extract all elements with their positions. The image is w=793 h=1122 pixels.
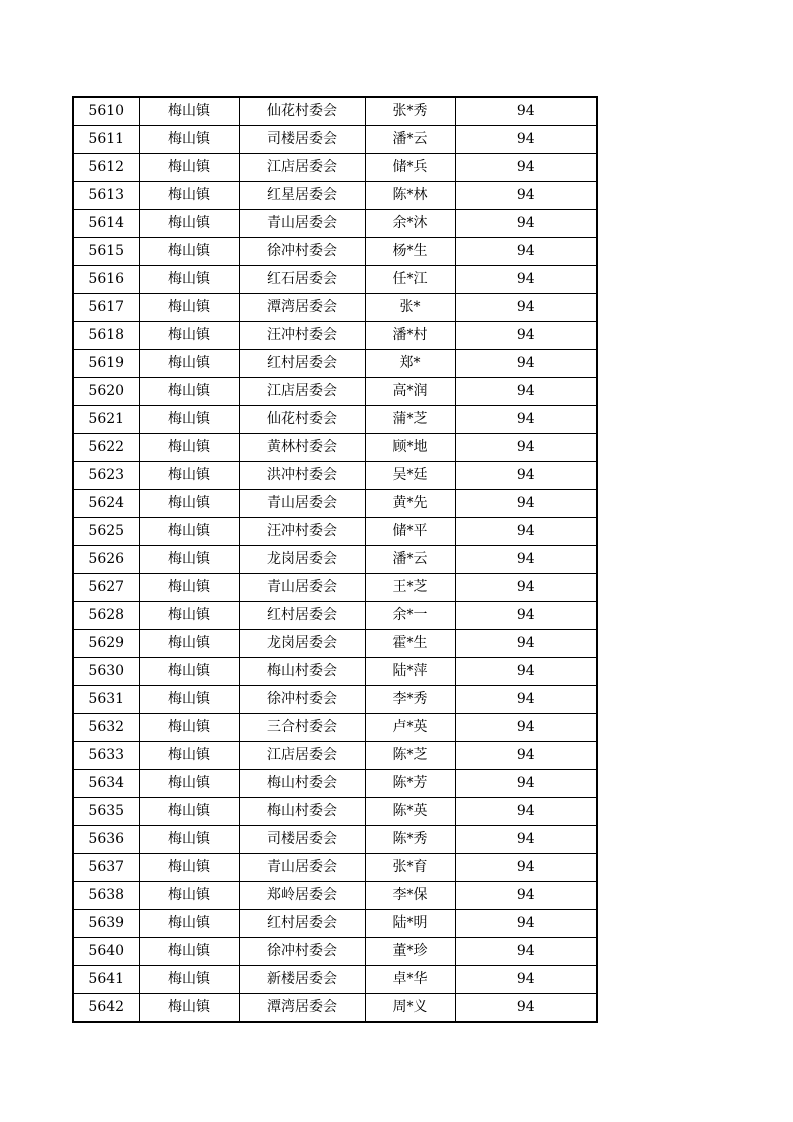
score-cell: 94 (455, 714, 597, 742)
score-cell: 94 (455, 518, 597, 546)
committee-cell: 红村居委会 (239, 602, 365, 630)
name-cell: 潘*村 (365, 322, 455, 350)
town-cell: 梅山镇 (139, 994, 239, 1023)
table-row (73, 938, 597, 966)
row-number-cell: 5623 (73, 462, 139, 490)
name-cell: 潘*云 (365, 126, 455, 154)
row-number-cell: 5633 (73, 742, 139, 770)
score-cell: 94 (455, 97, 597, 126)
table-row (73, 658, 597, 686)
committee-cell: 洪冲村委会 (239, 462, 365, 490)
score-cell: 94 (455, 770, 597, 798)
town-cell: 梅山镇 (139, 154, 239, 182)
committee-cell: 青山居委会 (239, 490, 365, 518)
committee-cell: 徐冲村委会 (239, 938, 365, 966)
row-number-cell: 5637 (73, 854, 139, 882)
row-number-cell: 5624 (73, 490, 139, 518)
name-cell: 杨*生 (365, 238, 455, 266)
row-number-cell: 5632 (73, 714, 139, 742)
table-row (73, 686, 597, 714)
town-cell: 梅山镇 (139, 126, 239, 154)
table-row (73, 322, 597, 350)
row-number-cell: 5641 (73, 966, 139, 994)
town-cell: 梅山镇 (139, 434, 239, 462)
name-cell: 储*兵 (365, 154, 455, 182)
committee-cell: 红村居委会 (239, 350, 365, 378)
score-cell: 94 (455, 994, 597, 1023)
row-number-cell: 5625 (73, 518, 139, 546)
committee-cell: 汪冲村委会 (239, 322, 365, 350)
town-cell: 梅山镇 (139, 518, 239, 546)
score-cell: 94 (455, 406, 597, 434)
row-number-cell: 5620 (73, 378, 139, 406)
committee-cell: 红村居委会 (239, 910, 365, 938)
town-cell: 梅山镇 (139, 266, 239, 294)
town-cell: 梅山镇 (139, 322, 239, 350)
name-cell: 吴*廷 (365, 462, 455, 490)
name-cell: 李*秀 (365, 686, 455, 714)
row-number-cell: 5621 (73, 406, 139, 434)
committee-cell: 江店居委会 (239, 154, 365, 182)
score-cell: 94 (455, 882, 597, 910)
name-cell: 李*保 (365, 882, 455, 910)
table-row (73, 630, 597, 658)
name-cell: 陈*秀 (365, 826, 455, 854)
name-cell: 陆*明 (365, 910, 455, 938)
score-cell: 94 (455, 854, 597, 882)
name-cell: 董*珍 (365, 938, 455, 966)
name-cell: 蒲*芝 (365, 406, 455, 434)
town-cell: 梅山镇 (139, 182, 239, 210)
score-cell: 94 (455, 378, 597, 406)
committee-cell: 红石居委会 (239, 266, 365, 294)
name-cell: 顾*地 (365, 434, 455, 462)
table-row (73, 602, 597, 630)
score-cell: 94 (455, 546, 597, 574)
committee-cell: 新楼居委会 (239, 966, 365, 994)
score-cell: 94 (455, 490, 597, 518)
town-cell: 梅山镇 (139, 210, 239, 238)
row-number-cell: 5617 (73, 294, 139, 322)
town-cell: 梅山镇 (139, 826, 239, 854)
name-cell: 张* (365, 294, 455, 322)
score-cell: 94 (455, 350, 597, 378)
name-cell: 张*育 (365, 854, 455, 882)
table-row (73, 574, 597, 602)
committee-cell: 龙岗居委会 (239, 630, 365, 658)
town-cell: 梅山镇 (139, 238, 239, 266)
name-cell: 张*秀 (365, 97, 455, 126)
town-cell: 梅山镇 (139, 574, 239, 602)
score-cell: 94 (455, 434, 597, 462)
table-row (73, 966, 597, 994)
committee-cell: 江店居委会 (239, 378, 365, 406)
score-cell: 94 (455, 238, 597, 266)
town-cell: 梅山镇 (139, 658, 239, 686)
table-row (73, 350, 597, 378)
row-number-cell: 5629 (73, 630, 139, 658)
town-cell: 梅山镇 (139, 938, 239, 966)
name-cell: 陆*萍 (365, 658, 455, 686)
town-cell: 梅山镇 (139, 966, 239, 994)
table-row (73, 490, 597, 518)
score-cell: 94 (455, 126, 597, 154)
row-number-cell: 5627 (73, 574, 139, 602)
name-cell: 郑* (365, 350, 455, 378)
row-number-cell: 5611 (73, 126, 139, 154)
committee-cell: 仙花村委会 (239, 97, 365, 126)
committee-cell: 司楼居委会 (239, 126, 365, 154)
committee-cell: 司楼居委会 (239, 826, 365, 854)
row-number-cell: 5631 (73, 686, 139, 714)
row-number-cell: 5639 (73, 910, 139, 938)
committee-cell: 仙花村委会 (239, 406, 365, 434)
table-row (73, 462, 597, 490)
name-cell: 余*一 (365, 602, 455, 630)
score-cell: 94 (455, 686, 597, 714)
committee-cell: 红星居委会 (239, 182, 365, 210)
table-row (73, 910, 597, 938)
table-row (73, 826, 597, 854)
committee-cell: 江店居委会 (239, 742, 365, 770)
table-row (73, 798, 597, 826)
town-cell: 梅山镇 (139, 770, 239, 798)
row-number-cell: 5626 (73, 546, 139, 574)
row-number-cell: 5628 (73, 602, 139, 630)
table-row (73, 378, 597, 406)
committee-cell: 青山居委会 (239, 854, 365, 882)
table-row (73, 714, 597, 742)
score-cell: 94 (455, 742, 597, 770)
committee-cell: 梅山村委会 (239, 658, 365, 686)
score-cell: 94 (455, 462, 597, 490)
town-cell: 梅山镇 (139, 854, 239, 882)
row-number-cell: 5618 (73, 322, 139, 350)
score-cell: 94 (455, 630, 597, 658)
table-row (73, 994, 597, 1023)
town-cell: 梅山镇 (139, 462, 239, 490)
table-row (73, 742, 597, 770)
committee-cell: 龙岗居委会 (239, 546, 365, 574)
row-number-cell: 5619 (73, 350, 139, 378)
score-cell: 94 (455, 826, 597, 854)
name-cell: 余*沐 (365, 210, 455, 238)
row-number-cell: 5635 (73, 798, 139, 826)
committee-cell: 青山居委会 (239, 574, 365, 602)
table-row (73, 546, 597, 574)
town-cell: 梅山镇 (139, 910, 239, 938)
table-row (73, 154, 597, 182)
name-cell: 霍*生 (365, 630, 455, 658)
score-cell: 94 (455, 602, 597, 630)
name-cell: 卢*英 (365, 714, 455, 742)
score-cell: 94 (455, 938, 597, 966)
town-cell: 梅山镇 (139, 686, 239, 714)
roster-body (73, 97, 597, 1022)
row-number-cell: 5622 (73, 434, 139, 462)
committee-cell: 徐冲村委会 (239, 686, 365, 714)
name-cell: 陈*芳 (365, 770, 455, 798)
name-cell: 潘*云 (365, 546, 455, 574)
town-cell: 梅山镇 (139, 630, 239, 658)
town-cell: 梅山镇 (139, 546, 239, 574)
score-cell: 94 (455, 322, 597, 350)
row-number-cell: 5636 (73, 826, 139, 854)
name-cell: 陈*林 (365, 182, 455, 210)
row-number-cell: 5634 (73, 770, 139, 798)
committee-cell: 三合村委会 (239, 714, 365, 742)
row-number-cell: 5615 (73, 238, 139, 266)
town-cell: 梅山镇 (139, 714, 239, 742)
committee-cell: 潭湾居委会 (239, 294, 365, 322)
committee-cell: 梅山村委会 (239, 770, 365, 798)
score-cell: 94 (455, 910, 597, 938)
row-number-cell: 5630 (73, 658, 139, 686)
row-number-cell: 5612 (73, 154, 139, 182)
name-cell: 陈*英 (365, 798, 455, 826)
committee-cell: 郑岭居委会 (239, 882, 365, 910)
table-row (73, 518, 597, 546)
row-number-cell: 5610 (73, 97, 139, 126)
table-row (73, 406, 597, 434)
roster-table (72, 96, 598, 1023)
committee-cell: 梅山村委会 (239, 798, 365, 826)
table-row (73, 238, 597, 266)
name-cell: 周*义 (365, 994, 455, 1023)
table-row (73, 434, 597, 462)
committee-cell: 徐冲村委会 (239, 238, 365, 266)
town-cell: 梅山镇 (139, 882, 239, 910)
town-cell: 梅山镇 (139, 798, 239, 826)
town-cell: 梅山镇 (139, 742, 239, 770)
table-row (73, 266, 597, 294)
town-cell: 梅山镇 (139, 97, 239, 126)
table-row (73, 210, 597, 238)
row-number-cell: 5616 (73, 266, 139, 294)
score-cell: 94 (455, 182, 597, 210)
town-cell: 梅山镇 (139, 602, 239, 630)
table-row (73, 97, 597, 126)
table-row (73, 854, 597, 882)
town-cell: 梅山镇 (139, 490, 239, 518)
town-cell: 梅山镇 (139, 294, 239, 322)
table-row (73, 770, 597, 798)
table-row (73, 294, 597, 322)
name-cell: 陈*芝 (365, 742, 455, 770)
table-row (73, 182, 597, 210)
score-cell: 94 (455, 210, 597, 238)
score-cell: 94 (455, 658, 597, 686)
table-row (73, 126, 597, 154)
name-cell: 高*润 (365, 378, 455, 406)
row-number-cell: 5614 (73, 210, 139, 238)
committee-cell: 青山居委会 (239, 210, 365, 238)
town-cell: 梅山镇 (139, 406, 239, 434)
row-number-cell: 5640 (73, 938, 139, 966)
name-cell: 黄*先 (365, 490, 455, 518)
town-cell: 梅山镇 (139, 350, 239, 378)
row-number-cell: 5638 (73, 882, 139, 910)
score-cell: 94 (455, 966, 597, 994)
score-cell: 94 (455, 574, 597, 602)
name-cell: 卓*华 (365, 966, 455, 994)
name-cell: 王*芝 (365, 574, 455, 602)
score-cell: 94 (455, 154, 597, 182)
committee-cell: 潭湾居委会 (239, 994, 365, 1023)
town-cell: 梅山镇 (139, 378, 239, 406)
row-number-cell: 5642 (73, 994, 139, 1023)
score-cell: 94 (455, 294, 597, 322)
name-cell: 任*江 (365, 266, 455, 294)
committee-cell: 汪冲村委会 (239, 518, 365, 546)
score-cell: 94 (455, 798, 597, 826)
name-cell: 储*平 (365, 518, 455, 546)
table-row (73, 882, 597, 910)
score-cell: 94 (455, 266, 597, 294)
row-number-cell: 5613 (73, 182, 139, 210)
committee-cell: 黄林村委会 (239, 434, 365, 462)
